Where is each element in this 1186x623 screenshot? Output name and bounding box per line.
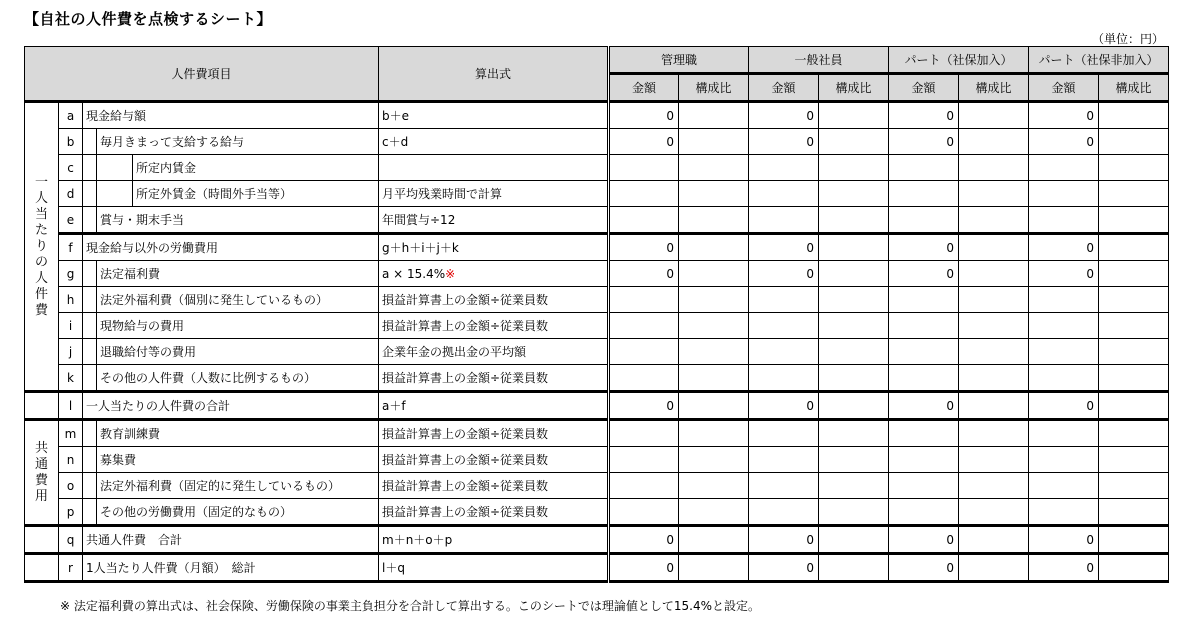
table-row [25, 129, 1169, 155]
amount-cell[interactable] [889, 447, 959, 473]
formula-text: b＋e [382, 108, 410, 123]
row-code: c [59, 155, 83, 181]
indent-cell [83, 420, 97, 447]
formula-text: a＋f [382, 398, 406, 413]
amount-cell[interactable] [889, 181, 959, 207]
table-row [25, 392, 1169, 420]
amount-cell[interactable]: 0 [1029, 129, 1099, 155]
ratio-cell[interactable] [959, 102, 1029, 129]
table-row [25, 554, 1169, 582]
indent-cell [83, 287, 97, 313]
row-label: 一人当たりの人件費の合計 [83, 392, 379, 420]
amount-cell[interactable] [609, 155, 679, 181]
row-code: n [59, 447, 83, 473]
formula-text: l＋q [382, 560, 405, 575]
amount-cell[interactable]: 0 [749, 554, 819, 582]
amount-cell[interactable] [889, 420, 959, 447]
amount-cell[interactable] [889, 473, 959, 499]
section-label-per_person: 一 人 当 た り の 人 件 費 [25, 102, 59, 392]
ratio-cell[interactable] [1099, 234, 1169, 261]
amount-cell[interactable]: 0 [749, 526, 819, 554]
indent-cell [83, 473, 97, 499]
ratio-cell[interactable] [1099, 473, 1169, 499]
amount-cell[interactable] [1029, 365, 1099, 392]
formula-text: 損益計算書上の金額÷従業員数 [382, 318, 549, 333]
indent-cell [83, 261, 97, 287]
row-formula [379, 102, 609, 129]
ratio-cell[interactable] [819, 447, 889, 473]
row-label: 所定内賃金 [133, 155, 379, 181]
header-group-general: 一般社員 [749, 47, 889, 74]
amount-cell[interactable] [889, 365, 959, 392]
formula-text: g＋h＋i＋j＋k [382, 240, 459, 255]
table-row [25, 473, 1169, 499]
ratio-cell[interactable] [679, 287, 749, 313]
ratio-cell[interactable] [959, 129, 1029, 155]
amount-cell[interactable] [889, 313, 959, 339]
row-label: 所定外賃金（時間外手当等） [133, 181, 379, 207]
row-formula [379, 234, 609, 261]
formula-text: a × 15.4% [382, 266, 446, 281]
amount-cell[interactable]: 0 [609, 129, 679, 155]
amount-cell[interactable] [609, 313, 679, 339]
ratio-cell[interactable] [819, 155, 889, 181]
sub-amount: 金額 [749, 74, 819, 102]
row-label: 法定外福利費（個別に発生しているもの） [97, 287, 379, 313]
amount-cell[interactable]: 0 [889, 102, 959, 129]
row-code: j [59, 339, 83, 365]
ratio-cell[interactable] [1099, 181, 1169, 207]
ratio-cell[interactable] [819, 207, 889, 234]
amount-cell[interactable] [1029, 447, 1099, 473]
formula-text: 月平均残業時間で計算 [382, 186, 503, 201]
table-row [25, 181, 1169, 207]
amount-cell[interactable] [609, 447, 679, 473]
amount-cell[interactable]: 0 [1029, 102, 1099, 129]
row-code: g [59, 261, 83, 287]
sub-ratio: 構成比 [679, 74, 749, 102]
amount-cell[interactable] [749, 473, 819, 499]
indent-cell [83, 155, 97, 181]
amount-cell[interactable]: 0 [609, 102, 679, 129]
table-row [25, 155, 1169, 181]
row-label: 法定福利費 [97, 261, 379, 287]
amount-cell[interactable] [749, 447, 819, 473]
ratio-cell[interactable] [1099, 261, 1169, 287]
labor-cost-table [24, 46, 1169, 583]
ratio-cell[interactable] [819, 392, 889, 420]
row-label: 共通人件費 合計 [83, 526, 379, 554]
sub-ratio: 構成比 [819, 74, 889, 102]
amount-cell[interactable]: 0 [1029, 234, 1099, 261]
ratio-cell[interactable] [959, 473, 1029, 499]
ratio-cell[interactable] [679, 261, 749, 287]
amount-cell[interactable] [749, 499, 819, 526]
ratio-cell[interactable] [959, 499, 1029, 526]
row-label: 毎月きまって支給する給与 [97, 129, 379, 155]
ratio-cell[interactable] [679, 129, 749, 155]
row-code: q [59, 526, 83, 554]
formula-text: 損益計算書上の金額÷従業員数 [382, 504, 549, 519]
row-formula [379, 287, 609, 313]
ratio-cell[interactable] [819, 473, 889, 499]
sub-ratio: 構成比 [1099, 74, 1169, 102]
ratio-cell[interactable] [679, 102, 749, 129]
ratio-cell[interactable] [959, 234, 1029, 261]
ratio-cell[interactable] [959, 155, 1029, 181]
sub-amount: 金額 [609, 74, 679, 102]
header-group-part-insured: パート（社保加入） [889, 47, 1029, 74]
ratio-cell[interactable] [679, 339, 749, 365]
ratio-cell[interactable] [679, 313, 749, 339]
row-code: f [59, 234, 83, 261]
sheet-title: 【自社の人件費を点検するシート】 [24, 10, 273, 28]
ratio-cell[interactable] [819, 102, 889, 129]
amount-cell[interactable]: 0 [749, 234, 819, 261]
amount-cell[interactable] [1029, 287, 1099, 313]
row-formula [379, 526, 609, 554]
table-row [25, 447, 1169, 473]
ratio-cell[interactable] [959, 365, 1029, 392]
formula-text: 年間賞与÷12 [382, 212, 456, 227]
amount-cell[interactable]: 0 [1029, 261, 1099, 287]
ratio-cell[interactable] [679, 420, 749, 447]
ratio-cell[interactable] [959, 420, 1029, 447]
row-formula [379, 339, 609, 365]
row-code: d [59, 181, 83, 207]
indent-cell [83, 365, 97, 392]
amount-cell[interactable] [609, 339, 679, 365]
row-formula [379, 313, 609, 339]
row-formula [379, 261, 609, 287]
row-formula [379, 392, 609, 420]
formula-text: 損益計算書上の金額÷従業員数 [382, 452, 549, 467]
amount-cell[interactable]: 0 [609, 234, 679, 261]
amount-cell[interactable] [889, 499, 959, 526]
amount-cell[interactable]: 0 [609, 554, 679, 582]
ratio-cell[interactable] [819, 234, 889, 261]
blank-cell [25, 554, 59, 582]
ratio-cell[interactable] [819, 287, 889, 313]
ratio-cell[interactable] [1099, 420, 1169, 447]
row-code: o [59, 473, 83, 499]
amount-cell[interactable]: 0 [889, 261, 959, 287]
ratio-cell[interactable] [1099, 447, 1169, 473]
amount-cell[interactable] [1029, 181, 1099, 207]
amount-cell[interactable] [889, 339, 959, 365]
ratio-cell[interactable] [819, 499, 889, 526]
ratio-cell[interactable] [1099, 499, 1169, 526]
ratio-cell[interactable] [959, 526, 1029, 554]
amount-cell[interactable]: 0 [889, 526, 959, 554]
amount-cell[interactable] [609, 181, 679, 207]
row-label: その他の労働費用（固定的なもの） [97, 499, 379, 526]
amount-cell[interactable]: 0 [749, 392, 819, 420]
amount-cell[interactable] [749, 155, 819, 181]
amount-cell[interactable] [889, 287, 959, 313]
row-code: e [59, 207, 83, 234]
amount-cell[interactable] [609, 365, 679, 392]
amount-cell[interactable]: 0 [889, 129, 959, 155]
ratio-cell[interactable] [1099, 155, 1169, 181]
formula-text: m＋n＋o＋p [382, 532, 453, 547]
table-row [25, 420, 1169, 447]
row-formula [379, 207, 609, 234]
row-label: 現金給与額 [83, 102, 379, 129]
ratio-cell[interactable] [679, 554, 749, 582]
amount-cell[interactable]: 0 [889, 392, 959, 420]
ratio-cell[interactable] [679, 155, 749, 181]
ratio-cell[interactable] [1099, 554, 1169, 582]
ratio-cell[interactable] [679, 234, 749, 261]
ratio-cell[interactable] [819, 365, 889, 392]
row-label: 募集費 [97, 447, 379, 473]
ratio-cell[interactable] [1099, 102, 1169, 129]
indent-cell [83, 339, 97, 365]
ratio-cell[interactable] [1099, 392, 1169, 420]
amount-cell[interactable] [609, 420, 679, 447]
header-item: 人件費項目 [25, 47, 379, 102]
row-label: 現物給与の費用 [97, 313, 379, 339]
amount-cell[interactable]: 0 [889, 234, 959, 261]
row-formula [379, 129, 609, 155]
ratio-cell[interactable] [959, 261, 1029, 287]
ratio-cell[interactable] [1099, 287, 1169, 313]
amount-cell[interactable] [1029, 155, 1099, 181]
ratio-cell[interactable] [959, 287, 1029, 313]
amount-cell[interactable]: 0 [749, 102, 819, 129]
formula-text: 企業年金の拠出金の平均額 [382, 344, 527, 359]
ratio-cell[interactable] [1099, 313, 1169, 339]
footnote: ※ 法定福利費の算出式は、社会保険、労働保険の事業主負担分を合計して算出する。このシートでは理論値として15.4%と設定。 [60, 599, 760, 613]
row-label: 教育訓練費 [97, 420, 379, 447]
row-code: h [59, 287, 83, 313]
ratio-cell[interactable] [1099, 207, 1169, 234]
table-row [25, 526, 1169, 554]
amount-cell[interactable]: 0 [609, 261, 679, 287]
table-row [25, 102, 1169, 129]
row-code: m [59, 420, 83, 447]
ratio-cell[interactable] [1099, 526, 1169, 554]
indent-cell [83, 499, 97, 526]
ratio-cell[interactable] [1099, 129, 1169, 155]
amount-cell[interactable] [609, 207, 679, 234]
row-label: 現金給与以外の労働費用 [83, 234, 379, 261]
table-row [25, 313, 1169, 339]
formula-text: c＋d [382, 134, 409, 149]
row-formula [379, 554, 609, 582]
ratio-cell[interactable] [819, 181, 889, 207]
amount-cell[interactable] [749, 420, 819, 447]
row-formula [379, 181, 609, 207]
row-formula [379, 499, 609, 526]
formula-text: 損益計算書上の金額÷従業員数 [382, 478, 549, 493]
ratio-cell[interactable] [679, 526, 749, 554]
amount-cell[interactable] [889, 207, 959, 234]
ratio-cell[interactable] [959, 447, 1029, 473]
sub-ratio: 構成比 [959, 74, 1029, 102]
ratio-cell[interactable] [959, 207, 1029, 234]
amount-cell[interactable] [1029, 313, 1099, 339]
ratio-cell[interactable] [819, 129, 889, 155]
ratio-cell[interactable] [819, 339, 889, 365]
row-formula [379, 447, 609, 473]
ratio-cell[interactable] [819, 554, 889, 582]
section-label-common: 共 通 費 用 [25, 420, 59, 526]
indent-cell [83, 129, 97, 155]
table-row [25, 499, 1169, 526]
amount-cell[interactable] [889, 155, 959, 181]
row-label: 1人当たり人件費（月額） 総計 [83, 554, 379, 582]
amount-cell[interactable] [749, 181, 819, 207]
indent-cell [83, 447, 97, 473]
amount-cell[interactable] [609, 499, 679, 526]
row-code: i [59, 313, 83, 339]
amount-cell[interactable]: 0 [749, 129, 819, 155]
amount-cell[interactable] [609, 287, 679, 313]
row-formula [379, 420, 609, 447]
row-code: k [59, 365, 83, 392]
indent-cell [83, 313, 97, 339]
amount-cell[interactable]: 0 [1029, 554, 1099, 582]
ratio-cell[interactable] [679, 447, 749, 473]
note-mark: ※ [445, 266, 456, 281]
ratio-cell[interactable] [819, 526, 889, 554]
ratio-cell[interactable] [959, 392, 1029, 420]
header-group-manager: 管理職 [609, 47, 749, 74]
table-row [25, 339, 1169, 365]
amount-cell[interactable] [1029, 499, 1099, 526]
row-code: r [59, 554, 83, 582]
amount-cell[interactable] [749, 339, 819, 365]
row-label: 退職給付等の費用 [97, 339, 379, 365]
table-row [25, 261, 1169, 287]
amount-cell[interactable]: 0 [749, 261, 819, 287]
row-label: 法定外福利費（固定的に発生しているもの） [97, 473, 379, 499]
amount-cell[interactable] [749, 287, 819, 313]
row-code: l [59, 392, 83, 420]
ratio-cell[interactable] [819, 313, 889, 339]
table-row [25, 287, 1169, 313]
ratio-cell[interactable] [819, 420, 889, 447]
amount-cell[interactable] [749, 365, 819, 392]
row-formula [379, 473, 609, 499]
ratio-cell[interactable] [959, 313, 1029, 339]
ratio-cell[interactable] [1099, 365, 1169, 392]
ratio-cell[interactable] [819, 261, 889, 287]
row-code: b [59, 129, 83, 155]
ratio-cell[interactable] [679, 473, 749, 499]
row-code: p [59, 499, 83, 526]
sub-amount: 金額 [1029, 74, 1099, 102]
ratio-cell[interactable] [679, 392, 749, 420]
row-label: 賞与・期末手当 [97, 207, 379, 234]
blank-cell [25, 526, 59, 554]
indent-cell [97, 155, 133, 181]
row-formula [379, 155, 609, 181]
amount-cell[interactable]: 0 [609, 392, 679, 420]
amount-cell[interactable] [1029, 473, 1099, 499]
sub-amount: 金額 [889, 74, 959, 102]
row-label: その他の人件費（人数に比例するもの） [97, 365, 379, 392]
table-row [25, 234, 1169, 261]
indent-cell [83, 181, 97, 207]
table-row [25, 365, 1169, 392]
ratio-cell[interactable] [679, 207, 749, 234]
header-formula: 算出式 [379, 47, 609, 102]
amount-cell[interactable]: 0 [1029, 526, 1099, 554]
ratio-cell[interactable] [1099, 339, 1169, 365]
blank-cell [25, 392, 59, 420]
indent-cell [97, 181, 133, 207]
amount-cell[interactable]: 0 [609, 526, 679, 554]
indent-cell [83, 207, 97, 234]
amount-cell[interactable] [749, 207, 819, 234]
amount-cell[interactable] [609, 473, 679, 499]
amount-cell[interactable] [749, 313, 819, 339]
formula-text: 損益計算書上の金額÷従業員数 [382, 370, 549, 385]
amount-cell[interactable] [1029, 420, 1099, 447]
ratio-cell[interactable] [959, 339, 1029, 365]
row-code: a [59, 102, 83, 129]
amount-cell[interactable] [1029, 339, 1099, 365]
formula-text: 損益計算書上の金額÷従業員数 [382, 426, 549, 441]
unit-label: （単位：円） [1091, 32, 1164, 46]
ratio-cell[interactable] [959, 181, 1029, 207]
ratio-cell[interactable] [679, 365, 749, 392]
ratio-cell[interactable] [959, 554, 1029, 582]
formula-text: 損益計算書上の金額÷従業員数 [382, 292, 549, 307]
row-formula [379, 365, 609, 392]
ratio-cell[interactable] [679, 181, 749, 207]
amount-cell[interactable]: 0 [1029, 392, 1099, 420]
ratio-cell[interactable] [679, 499, 749, 526]
table-row [25, 207, 1169, 234]
amount-cell[interactable] [1029, 207, 1099, 234]
amount-cell[interactable]: 0 [889, 554, 959, 582]
header-group-part-uninsured: パート（社保非加入） [1029, 47, 1169, 74]
